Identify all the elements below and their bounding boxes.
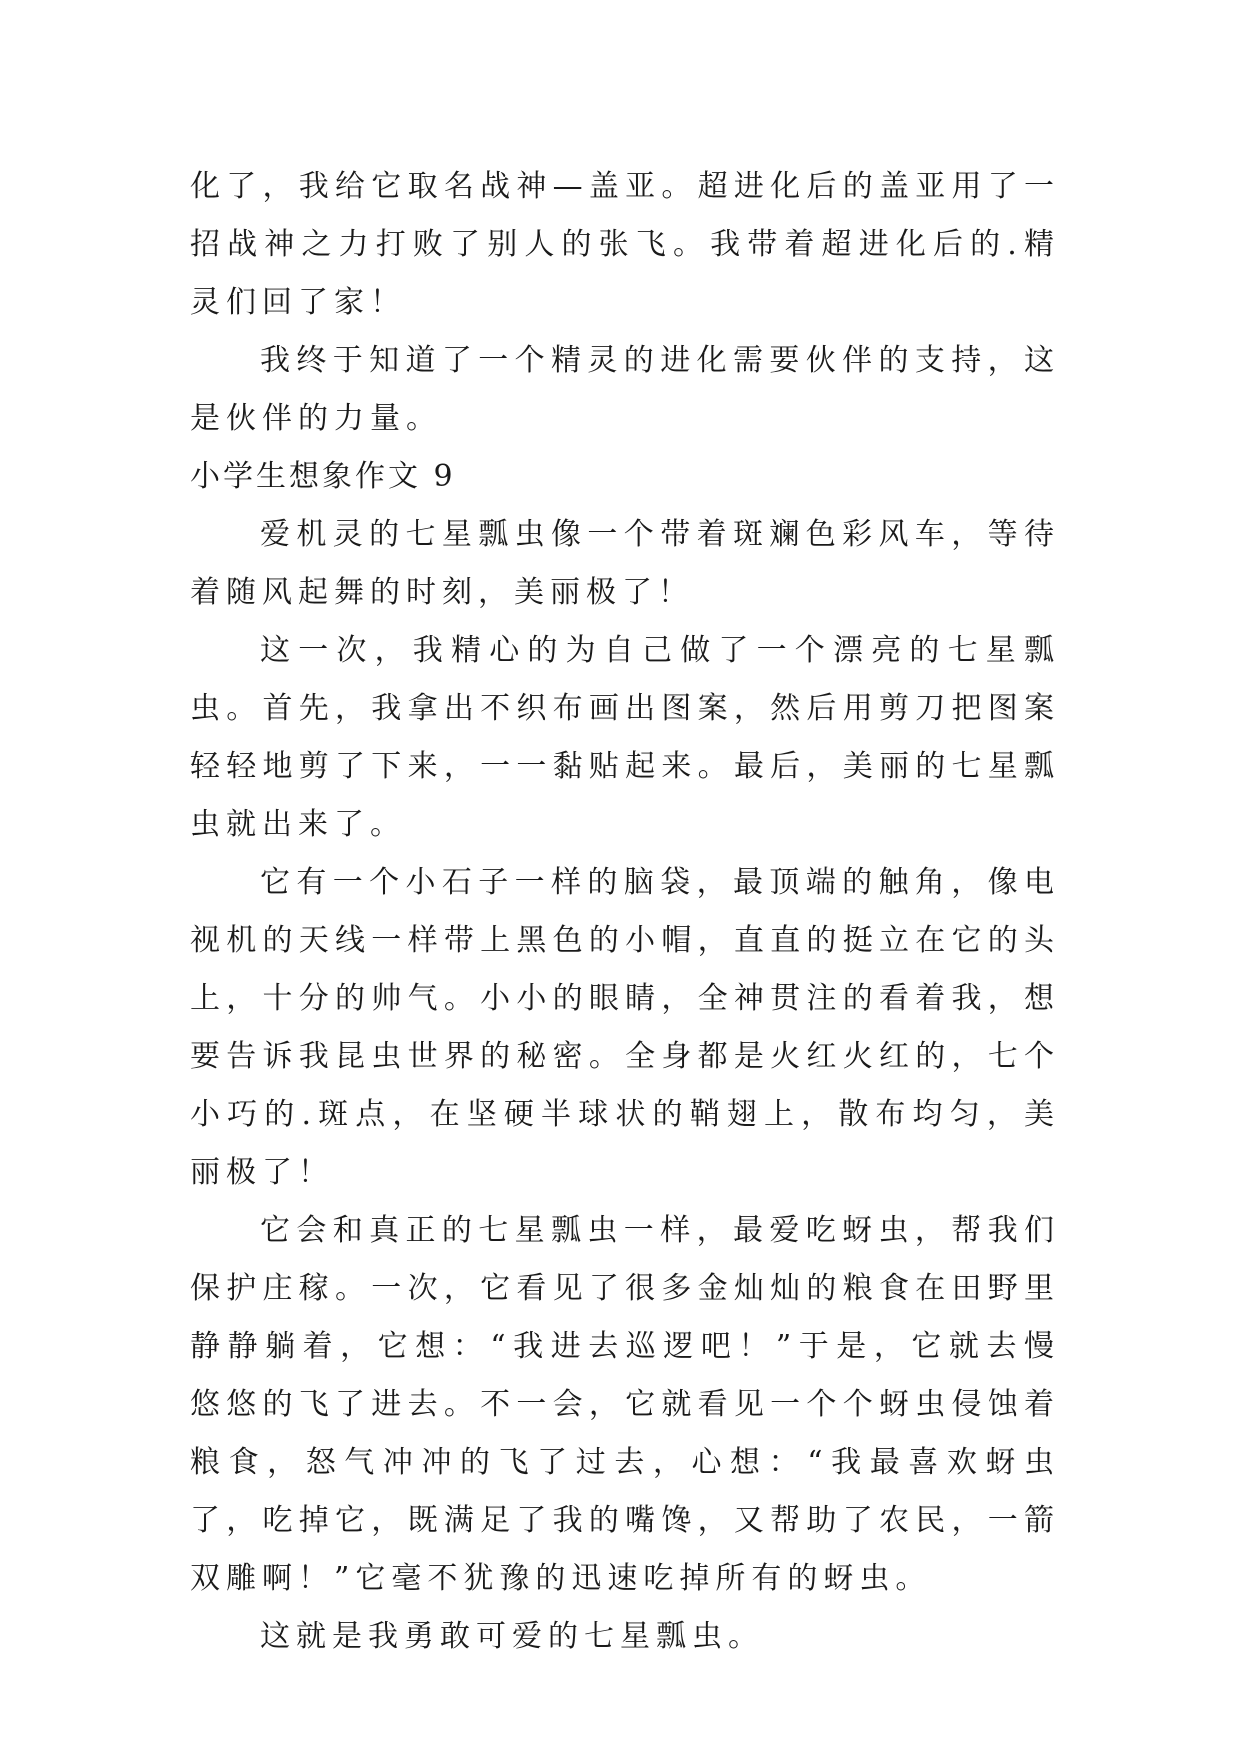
essay-title: 小学生想象作文 9 <box>190 459 456 494</box>
paragraph-ending: 这就是我勇敢可爱的七星瓢虫。 <box>260 1619 764 1654</box>
paragraph-making: 这一次，我精心的为自己做了一个漂亮的七星瓢虫。首先，我拿出不织布画出图案，然后用剪刀把图案轻轻地剪了下来，一一黏贴起来。最后，美丽的七星瓢虫就出来了。 <box>190 633 1060 842</box>
paragraph-story: 它会和真正的七星瓢虫一样，最爱吃蚜虫，帮我们保护庄稼。一次，它看见了很多金灿灿的粮食在田野里静静躺着，它想：“我进去巡逻吧！”于是，它就去慢悠悠的飞了进去。不一会，它就看见一个个蚜虫侵蚀着粮食，怒气冲冲的飞了过去，心想：“我最喜欢蚜虫了，吃掉它，既满足了我的嘴馋，又帮助了农民，一箭双雕啊！”它毫不犹豫的迅速吃掉所有的蚜虫。 <box>190 1213 1060 1596</box>
paragraph-continuation: 化了，我给它取名战神—盖亚。超进化后的盖亚用了一招战神之力打败了别人的张飞。我带着超进化后的.精灵们回了家！ <box>190 169 1060 320</box>
paragraph-intro: 爱机灵的七星瓢虫像一个带着斑斓色彩风车，等待着随风起舞的时刻，美丽极了！ <box>190 517 1060 610</box>
paragraph-conclusion: 我终于知道了一个精灵的进化需要伙伴的支持，这是伙伴的力量。 <box>190 343 1060 436</box>
document-body <box>190 158 1060 1666</box>
paragraph-appearance: 它有一个小石子一样的脑袋，最顶端的触角，像电视机的天线一样带上黑色的小帽，直直的挺立在它的头上，十分的帅气。小小的眼睛，全神贯注的看着我，想要告诉我昆虫世界的秘密。全身都是火红火红的，七个小巧的.斑点，在坚硬半球状的鞘翅上，散布均匀，美丽极了！ <box>190 865 1060 1190</box>
